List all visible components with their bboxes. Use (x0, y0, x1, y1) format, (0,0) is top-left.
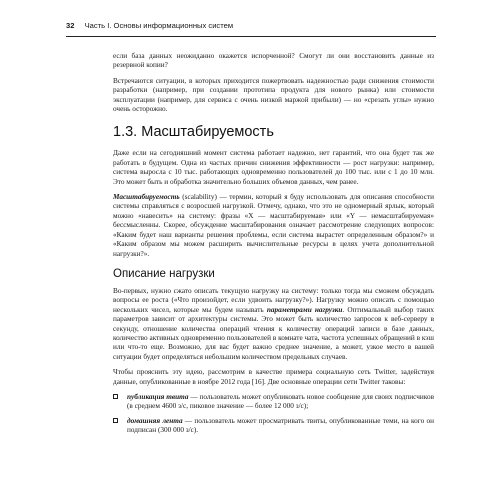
term-load-parameters: параметрами нагрузки (266, 305, 343, 314)
list-item (113, 393, 434, 412)
paragraph-scalability-text: (scalability) — термин, который я буду использовать для описания способности системы справляться с возросшей нагрузкой. Отмечу, однако, что это не одномерный ярлык, который можно «навесить» на систему: фразы «X — масштабируемая» или «Y — немасштабируемая» бессмысленны. Скорее, обсуждение масштабирования означает рассмотрение следующих вопросов: «Каким будет наш варианты решения проблемы, если система вырастет определенным образом?» и «Каким образом мы можем расширить вычислительные ресурсы в целях учета дополнительной нагрузки?». (113, 193, 434, 258)
list-item (113, 417, 434, 436)
operations-list (113, 393, 434, 436)
paragraph-twitter-example: Чтобы прояснить эту идею, рассмотрим в качестве примера социальную сеть Twitter, задействуя данные, опубликованные в ноябре 2012 года [16]. Две основные операции сети Twitter таковы: (113, 368, 434, 386)
list-item-term: домашняя лента (127, 416, 183, 425)
paragraph-scalability-definition (113, 193, 434, 259)
chapter-title: Часть I. Основы информационных систем (84, 21, 234, 30)
paragraph-describing-load-end: . Оптимальный выбор таких параметров зависит от архитектуры системы. Это может быть количество запросов к веб-серверу в секунду, отношение количества операций чтения к количеству операций записи в базе данных, количество активных одновременно пользователей в комнате чата, частота успешных обращений в кэш или что-то еще. Возможно, для вас будет важно среднее значение, а может, узкое место в вашей ситуации будет определяться небольшим количеством предельных случаев. (113, 305, 434, 361)
subsection-heading: Описание нагрузки (113, 267, 215, 280)
list-item-term: публикация твита (127, 392, 189, 401)
paragraph-load-growth: Даже если на сегодняшний момент система работает надежно, нет гарантий, что она будет так же работать в будущем. Одна из частых причин снижения эффективности — рост нагрузки: например, система выросла с 10 тыс. работающих одновременно пользователей до 100 тыс. или с 1 до 10 млн. Это может быть и обработка значительно больших объемов данных, чем ранее. (113, 149, 434, 186)
page-content (113, 52, 434, 441)
paragraph-describing-load-start: Во-первых, нужно сжато описать текущую нагрузку на систему: только тогда мы сможем обсуждать вопросы ее роста («Что произойдет, если удвоить нагрузку?»). Нагрузку можно описать с помощью нескольких чисел, которые мы будем называть (113, 286, 434, 314)
section-heading: 1.3. Масштабируемость (113, 124, 274, 141)
paragraph-continued: если база данных неожиданно окажется испорченной? Смогут ли они восстановить данные из резервной копии? (113, 52, 434, 70)
page-number: 32 (66, 21, 75, 30)
running-header (66, 20, 436, 37)
term-scalability: Масштабируемость (113, 193, 180, 202)
paragraph-reliability-tradeoff: Встречаются ситуации, в которых приходится пожертвовать надежностью ради снижения стоимости разработки (например, при создании прототипа продукта для нового рынка) или стоимости эксплуатации (например, для сервиса с очень низкой маржой прибыли) — но «срезать углы» нужно очень осторожно. (113, 76, 434, 114)
checkbox-bullet-icon (113, 394, 118, 399)
list-item-text: — пользователь может опубликовать новое сообщение для своих подписчиков (в среднем 4600 з/с, пиковое значение — более 12 000 з/с); (127, 392, 434, 411)
checkbox-bullet-icon (113, 418, 118, 423)
list-item-text: — пользователь может просматривать твиты, опубликованные теми, на кого он подписан (300 000 з/с). (127, 416, 434, 435)
paragraph-describing-load (113, 287, 434, 362)
